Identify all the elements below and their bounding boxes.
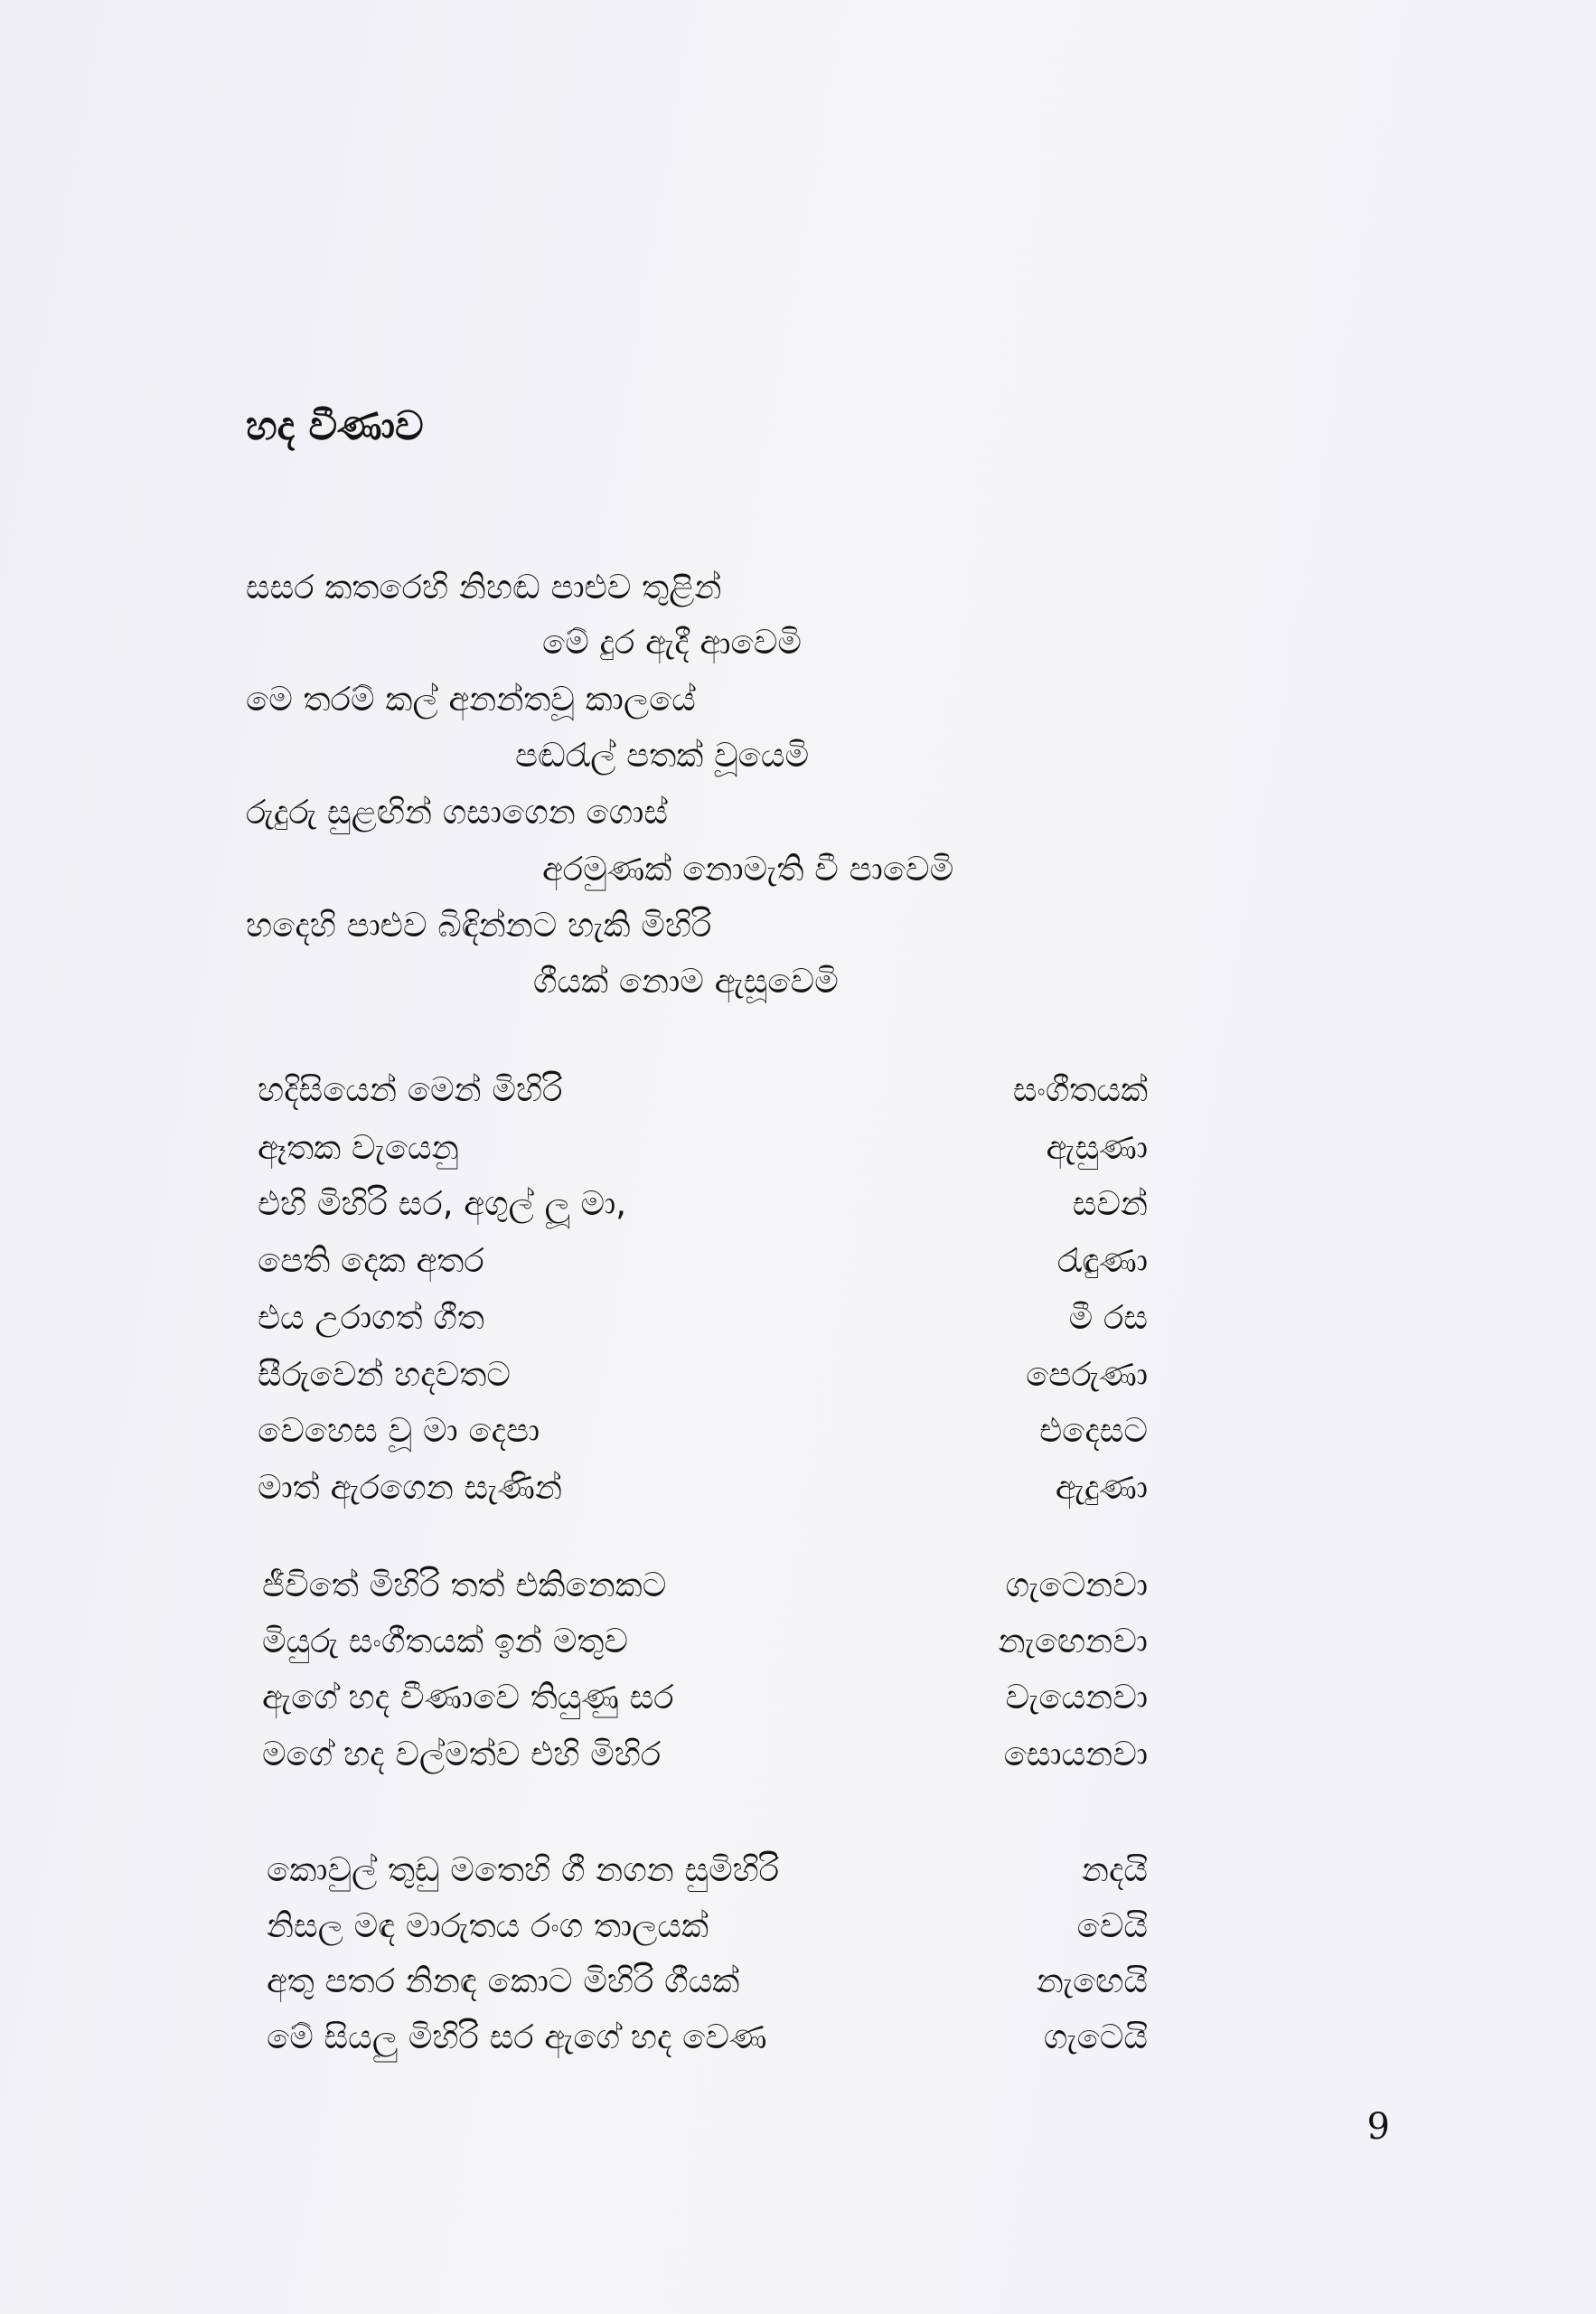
poem-line-end-word: ඇදුණා (1055, 1468, 1148, 1507)
poem-line: අරමුණක් නොමැති වී පාවෙමි (542, 850, 954, 889)
poem-line: මෙ තරම් කල් අනන්තවූ කාලයේ (246, 680, 696, 719)
poem-line-end-word: ගැටෙනවා (1005, 1566, 1148, 1604)
poem-line: පඬරැල් පතක් වූයෙමි (515, 736, 810, 775)
poem-line: පෙති දෙක අතර (258, 1241, 484, 1280)
poem-line-end-word: සොයනවා (1003, 1735, 1148, 1773)
poem-line: අතු පතර නිනඳ කොට මිහිරි ගීයක් (267, 1961, 740, 2000)
poem-line: සීරුවෙන් හදවතට (258, 1355, 511, 1394)
poem-line: මියුරු සංගීතයක් ඉන් මතුව (262, 1622, 629, 1660)
poem-line-end-word: නැඟෙයි (1036, 1961, 1148, 2000)
poem-line-end-word: සංගීතයක් (1012, 1070, 1148, 1109)
poem-line: කොවුල් තුඩු මතෙහි ගී නගන සුමිහිරි (267, 1850, 780, 1889)
poem-title: හද වීණාව (246, 403, 424, 449)
poem-line-end-word: වෙයි (1076, 1906, 1148, 1945)
poem-line: වෙහෙස වූ මා දෙපා (258, 1411, 540, 1450)
poem-line: හදිසියෙන් මෙන් මිහිරි (258, 1070, 563, 1109)
poem-line: මාත් ඇරගෙන සැණින් (258, 1468, 563, 1507)
poem-line-end-word: ගැටෙයි (1043, 2018, 1148, 2056)
poem-line: සසර කතරෙහි නිහඬ පාළුව තුළින් (246, 568, 722, 607)
poem-line: රුදුරු සුළඟින් ගසාගෙන ගොස් (246, 793, 668, 832)
poem-line: ගීයක් නොම ඇසූවෙමි (533, 962, 839, 1001)
poem-line-end-word: ඇසුණා (1046, 1128, 1148, 1167)
poem-line-end-word: එදෙසට (1039, 1411, 1148, 1450)
poem-line-end-word: මී රස (1068, 1298, 1148, 1337)
poem-line: මේ සියලු මිහිරි සර ඇගේ හද වෙණ (267, 2018, 767, 2056)
poem-line-end-word: නැඟෙනවා (998, 1622, 1148, 1660)
poem-line: නිසල මඳ මාරුතය රංග තාලයක් (267, 1906, 709, 1945)
poem-line-end-word: සවන් (1072, 1184, 1148, 1223)
poem-line: මේ දුර ඇදී ආවෙමි (542, 623, 802, 662)
poem-line-end-word: වැයෙනවා (1005, 1678, 1148, 1717)
poem-line-end-word: පෙරුණා (1026, 1355, 1148, 1394)
poem-line: ජීවිතේ මිහිරි තත් එකිනෙකට (262, 1566, 667, 1604)
poem-line: හදෙහි පාළුව බිඳින්නට හැකි මිහිරි (246, 906, 712, 945)
poem-line-end-word: රැඳුණා (1057, 1241, 1148, 1280)
poem-line-end-word: නදයි (1081, 1850, 1148, 1889)
poem-line: එය උරාගත් ගීත (258, 1298, 484, 1337)
poem-line: ඇගේ හද වීණාවෙ තියුණු සර (262, 1678, 674, 1717)
page-number: 9 (1366, 2106, 1390, 2148)
poem-line: මගේ හද වල්මත්ව එහි මිහිර (262, 1735, 662, 1773)
poem-line: එහි මිහිරි සර, අගුල් ලූ මා, (258, 1184, 627, 1223)
poem-line: ඈතක වැයෙනු (258, 1128, 459, 1167)
